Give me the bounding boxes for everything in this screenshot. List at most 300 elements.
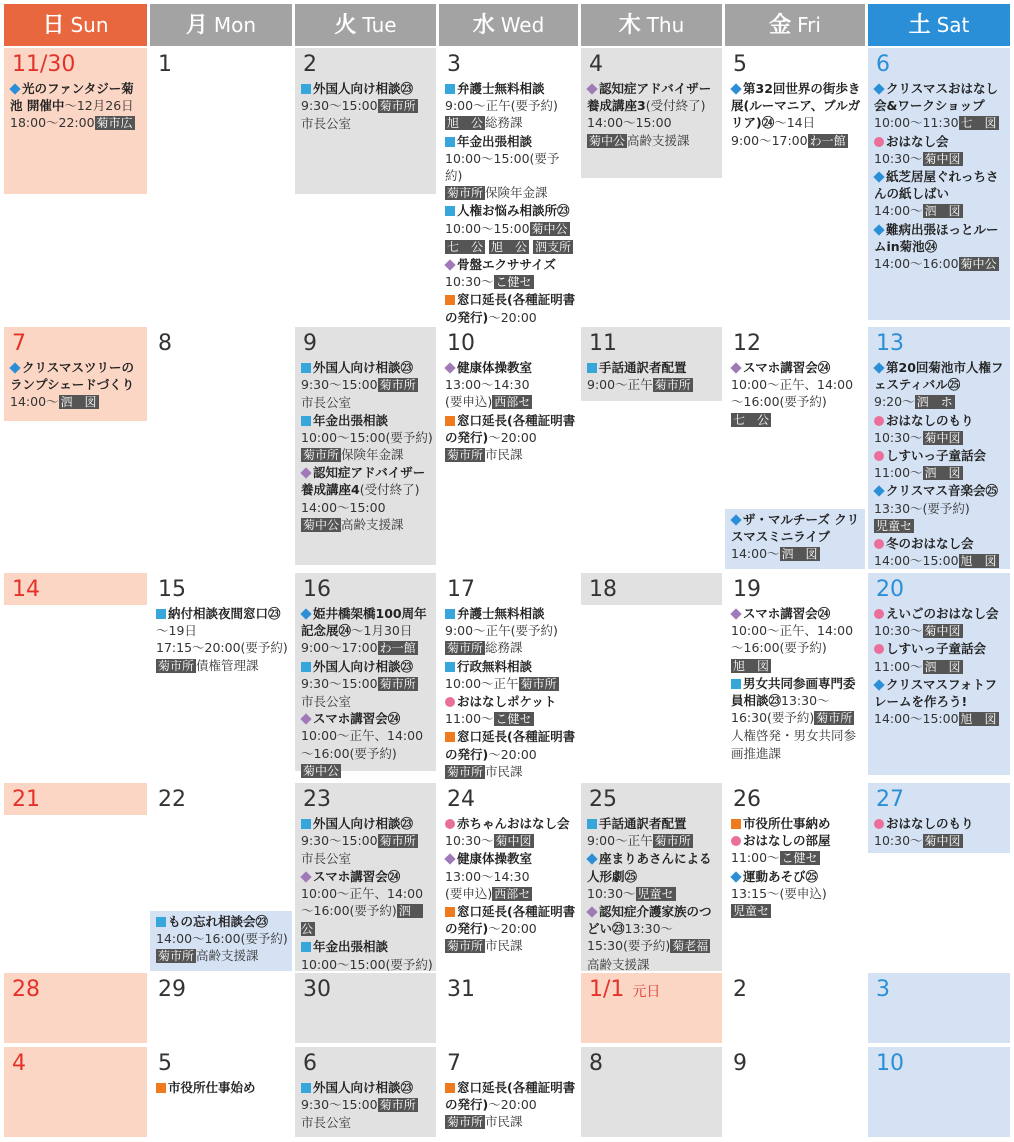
- category-marker-icon: [730, 362, 741, 373]
- category-marker-icon: [873, 83, 884, 94]
- event-detail: 9:00～17:00: [301, 640, 378, 656]
- day-number-text: 22: [158, 787, 186, 812]
- event-line: [874, 202, 1008, 220]
- day-number-text: 6: [303, 1051, 317, 1076]
- event-line: [874, 168, 1008, 202]
- venue-tag: 菊市所: [158, 949, 195, 964]
- event-line: [445, 359, 576, 376]
- event-detail: 10:00～15:00(要予約): [445, 150, 560, 184]
- venue-tag: 菊中図: [924, 624, 961, 639]
- day-number-text: 17: [447, 577, 475, 602]
- day-number-text: 4: [12, 1051, 26, 1076]
- event-department: 高齢支援課: [627, 132, 690, 148]
- day-number: [303, 976, 331, 1004]
- event-line: [874, 605, 1008, 622]
- category-marker-icon: [301, 363, 311, 373]
- category-marker-icon: [9, 83, 20, 94]
- event-title: 第32回世界の街歩き展(ルーマニア、ブルガリア)㉔: [731, 81, 861, 131]
- venue-tag: 菊市所: [520, 676, 557, 691]
- venue-tag: 菊市所: [379, 676, 416, 691]
- event-line: [445, 291, 576, 325]
- day-number-text: 3: [447, 52, 461, 77]
- event-list: [301, 815, 434, 971]
- event-title: スマホ講習会㉔: [743, 606, 831, 621]
- event-line: [301, 464, 434, 498]
- event-line: [445, 868, 576, 885]
- event-line: [874, 359, 1008, 393]
- event-title: ザ・マルチーズ クリスマスミニライブ: [731, 512, 860, 545]
- event-line: [731, 605, 863, 622]
- event-line: [445, 376, 576, 393]
- event-title: 年金出張相談: [313, 939, 389, 955]
- day-cell[interactable]: [868, 783, 1010, 971]
- event-detail: 10:00～正午、14:00～16:00(要予約): [731, 377, 854, 410]
- day-number-text: 2: [303, 52, 317, 77]
- venue-tag: 菊中公: [531, 221, 568, 236]
- event-line: [874, 832, 1008, 850]
- day-number-text: 27: [876, 787, 904, 812]
- day-cell[interactable]: [4, 1047, 147, 1141]
- category-marker-icon: [874, 644, 884, 654]
- weekday-english: Sat: [936, 13, 970, 37]
- day-cell[interactable]: [4, 973, 147, 1045]
- venue-tag: 泗 図: [924, 659, 961, 674]
- event-line: [587, 956, 720, 971]
- event-detail: 9:30～15:00: [301, 377, 378, 393]
- day-cell[interactable]: [868, 1047, 1010, 1141]
- venue-tag: 菊中公: [960, 257, 997, 272]
- day-cell[interactable]: [581, 573, 722, 781]
- event-detail: (受付終了): [359, 482, 420, 498]
- venue-tag: 菊中図: [924, 430, 961, 445]
- day-cell[interactable]: [439, 783, 578, 971]
- day-number: [158, 51, 172, 79]
- day-number: [876, 1050, 904, 1078]
- venue-tag: 西部セ: [494, 395, 531, 410]
- event-detail: 13:30～16:30(要予約): [731, 693, 830, 726]
- event-title: 窓口延長(各種証明書の発行): [445, 1080, 576, 1113]
- category-marker-icon: [301, 662, 311, 672]
- event-line: [445, 412, 576, 446]
- event-line: [731, 868, 863, 885]
- venue-tag: わ一館: [379, 641, 416, 656]
- weekday-english: Fri: [797, 13, 821, 37]
- day-cell[interactable]: [295, 783, 436, 971]
- day-number: [876, 330, 904, 358]
- event-title: 窓口延長(各種証明書の発行): [445, 412, 576, 445]
- day-cell[interactable]: [581, 783, 722, 971]
- day-cell[interactable]: [4, 783, 147, 971]
- event-list: [445, 80, 576, 326]
- day-cell[interactable]: [150, 48, 292, 326]
- event-line: [445, 850, 576, 867]
- event-line: [874, 710, 1008, 728]
- event-line: [731, 545, 863, 563]
- event-detail: 11:00～: [445, 711, 494, 727]
- event-line: [731, 727, 863, 761]
- day-cell[interactable]: [581, 48, 722, 326]
- venue-tag: 泗 図: [60, 395, 97, 410]
- venue-tag: 旭 公: [447, 116, 484, 131]
- event-title: しすいっ子童話会: [886, 448, 987, 464]
- day-number: [12, 786, 40, 814]
- venue-tag: 菊中公: [589, 133, 626, 148]
- event-title: クリスマス音楽会㉕: [886, 483, 999, 499]
- category-marker-icon: [445, 907, 455, 917]
- category-marker-icon: [874, 137, 884, 147]
- day-number: [447, 786, 475, 814]
- day-number-text: 7: [12, 331, 26, 356]
- event-detail: 10:00～15:00: [445, 220, 530, 236]
- day-cell[interactable]: [725, 573, 865, 781]
- weekday-kanji: 木: [618, 13, 641, 38]
- event-title: もの忘れ相談会㉓: [168, 914, 269, 929]
- weekday-header: [868, 4, 1010, 46]
- event-line: [445, 658, 576, 675]
- event-detail: 10:30～: [445, 274, 494, 290]
- event-line: [731, 132, 863, 150]
- event-detail: ～19日: [156, 623, 197, 639]
- event-list: [587, 815, 720, 971]
- venue-tag: 菊中図: [495, 834, 532, 849]
- event-detail: 9:00～正午(要予約): [445, 623, 558, 639]
- event-detail: 9:30～15:00: [301, 675, 378, 691]
- event-title: 認知症アドバイザー養成講座4: [301, 465, 426, 498]
- event-line: [156, 605, 290, 622]
- category-marker-icon: [445, 206, 455, 216]
- event-detail: 10:30～: [874, 623, 923, 639]
- day-number-text: 1: [158, 52, 172, 77]
- category-marker-icon: [445, 416, 455, 426]
- event-title: 市役所仕事始め: [168, 1080, 256, 1095]
- event-line: [156, 947, 290, 965]
- event-title: クリスマスおはなし会&ワークショップ: [874, 81, 999, 114]
- venue-tag: 旭 図: [960, 554, 997, 569]
- venue-tag: 泗 ホ: [916, 395, 953, 410]
- event-department: 高齢支援課: [196, 948, 259, 964]
- event-line: [156, 622, 290, 639]
- event-title: 人権お悩み相談所㉓: [457, 203, 570, 219]
- category-marker-icon: [445, 84, 455, 94]
- event-detail: 10:30～: [445, 833, 494, 849]
- day-cell[interactable]: [150, 573, 292, 781]
- day-cell[interactable]: [295, 327, 436, 571]
- day-cell[interactable]: [295, 1047, 436, 1141]
- venue-tag: 泗 公: [301, 904, 423, 937]
- day-cell[interactable]: [725, 783, 865, 971]
- event-department: 高齢支援課: [341, 516, 404, 532]
- event-detail: ～14日: [774, 115, 816, 131]
- category-marker-icon: [730, 608, 741, 619]
- event-title: 認知症アドバイザー養成講座3: [587, 81, 712, 114]
- weekday-english: Mon: [213, 13, 257, 37]
- day-number: [12, 576, 40, 604]
- event-detail: 10:00～正午、14:00～16:00(要予約): [301, 728, 424, 761]
- day-number-text: 19: [733, 577, 761, 602]
- day-cell[interactable]: [295, 573, 436, 781]
- event-line: [301, 832, 434, 850]
- day-cell[interactable]: [725, 973, 865, 1045]
- event-line: [301, 605, 434, 639]
- category-marker-icon: [731, 679, 741, 689]
- event-line: [301, 658, 434, 675]
- event-title: 納付相談夜間窓口㉓: [168, 606, 281, 621]
- event-line: [445, 97, 576, 114]
- event-list: [731, 80, 863, 150]
- venue-tag: 旭 公: [491, 239, 528, 254]
- event-detail: 10:30～: [587, 885, 636, 901]
- event-line: [731, 411, 863, 429]
- venue-tag: 菊市所: [816, 711, 853, 726]
- event-detail: 市長公室: [301, 116, 352, 132]
- day-cell[interactable]: [295, 48, 436, 326]
- event-line: [301, 376, 434, 394]
- venue-tag: 七 図: [960, 116, 997, 131]
- category-marker-icon: [873, 362, 884, 373]
- event-line: [301, 516, 434, 534]
- event-line: [156, 639, 290, 656]
- event-list: [445, 359, 576, 464]
- day-number-text: 8: [158, 331, 172, 356]
- event-line: [874, 412, 1008, 429]
- event-title: 座まりあさんによる人形劇㉕: [587, 851, 712, 884]
- day-number-text: 31: [447, 977, 475, 1002]
- event-line: [156, 913, 290, 930]
- day-cell[interactable]: [868, 327, 1010, 571]
- venue-tag: 菊市所: [379, 834, 416, 849]
- category-marker-icon: [156, 1083, 166, 1093]
- day-number: [158, 786, 186, 814]
- day-number: [876, 786, 904, 814]
- event-line: [731, 80, 863, 132]
- event-line: [731, 885, 863, 902]
- venue-tag: 旭 図: [733, 658, 770, 673]
- day-number-text: 21: [12, 787, 40, 812]
- venue-tag: こ健セ: [495, 275, 532, 290]
- event-line: [731, 832, 863, 849]
- venue-tag: 菊市所: [379, 1098, 416, 1113]
- event-line: [874, 622, 1008, 640]
- weekday-header: [150, 4, 292, 46]
- event-department: 総務課: [485, 115, 523, 131]
- event-title: えいごのおはなし会: [886, 606, 999, 621]
- event-detail: 10:00～正午、14:00～16:00(要予約): [301, 885, 424, 919]
- event-line: [445, 693, 576, 710]
- day-cell[interactable]: [581, 1047, 722, 1141]
- event-department: 債権管理課: [196, 657, 259, 673]
- day-cell[interactable]: [439, 327, 578, 571]
- weekday-kanji: 月: [185, 13, 208, 38]
- day-cell[interactable]: [725, 48, 865, 326]
- category-marker-icon: [731, 819, 741, 829]
- event-title: 外国人向け相談㉓: [313, 816, 414, 831]
- venue-tag: 泗 図: [924, 466, 961, 481]
- category-marker-icon: [300, 468, 311, 479]
- event-line: [731, 622, 863, 656]
- day-number: [876, 976, 890, 1004]
- event-title: 姫井橋架橋100周年記念展㉔: [301, 606, 427, 639]
- event-department: 市民課: [485, 447, 523, 463]
- day-cell[interactable]: [725, 1047, 865, 1141]
- day-number: [158, 976, 186, 1004]
- event-detail: 10:00～15:00(要予約): [301, 956, 433, 971]
- event-title: おはなしのもり: [886, 412, 974, 428]
- day-cell[interactable]: [295, 973, 436, 1045]
- event-title: 市役所仕事納め: [743, 816, 831, 831]
- day-cell[interactable]: [439, 573, 578, 781]
- event-line: [874, 640, 1008, 657]
- event-detail: 10:30～: [874, 150, 923, 166]
- day-number: [12, 1050, 26, 1078]
- weekday-header: [295, 4, 436, 46]
- event-title: 光のファンタジー菊池 開催中: [10, 81, 134, 114]
- day-number-text: 9: [733, 1051, 747, 1076]
- event-list: [445, 815, 576, 956]
- event-line: [731, 815, 863, 832]
- event-list: [874, 80, 1008, 273]
- event-list: [301, 605, 434, 780]
- event-title: 外国人向け相談㉓: [313, 658, 414, 674]
- venue-tag: 菊市所: [447, 186, 484, 201]
- event-title: 第20回菊池市人権フェスティバル㉕: [874, 360, 1004, 393]
- event-title: 手話通訳者配置: [599, 360, 687, 375]
- event-line: [587, 850, 720, 884]
- day-number: [589, 1050, 603, 1078]
- event-title: 行政無料相談: [457, 658, 533, 674]
- event-department: 市民課: [485, 1114, 523, 1130]
- event-detail: 9:30～15:00: [301, 1097, 378, 1113]
- category-marker-icon: [587, 819, 597, 829]
- day-cell[interactable]: [439, 1047, 578, 1141]
- event-detail: 13:30～(要予約): [874, 500, 970, 516]
- venue-tag: 菊市所: [303, 448, 340, 463]
- event-detail: 人権啓発・男女共同参画推進課: [731, 728, 857, 761]
- day-number: [12, 330, 26, 358]
- weekday-kanji: 土: [908, 13, 931, 38]
- day-cell[interactable]: [868, 573, 1010, 781]
- day-number-text: 30: [303, 977, 331, 1002]
- day-cell[interactable]: [150, 327, 292, 571]
- category-marker-icon: [874, 539, 884, 549]
- event-line: [301, 938, 434, 955]
- day-cell[interactable]: [868, 973, 1010, 1045]
- event-list: [301, 359, 434, 534]
- day-number: [303, 576, 331, 604]
- event-line: [445, 728, 576, 762]
- event-line: [445, 184, 576, 202]
- event-list: [301, 1079, 434, 1132]
- event-detail: 9:30～15:00: [301, 98, 378, 114]
- category-marker-icon: [874, 609, 884, 619]
- day-number-text: 3: [876, 977, 890, 1002]
- category-marker-icon: [873, 679, 884, 690]
- event-line: [445, 639, 576, 657]
- event-title: 認知症介護家族のつどい㉓: [587, 904, 712, 937]
- event-title: 骨盤エクササイズ: [457, 257, 557, 273]
- event-line: [587, 885, 720, 903]
- weekday-english: Sun: [70, 13, 109, 37]
- day-number-text: 4: [589, 52, 603, 77]
- event-list: [731, 815, 863, 920]
- event-title: おはなしのもり: [886, 816, 974, 831]
- day-number-text: 2: [733, 977, 747, 1002]
- event-detail: 17:15～20:00(要予約): [156, 640, 288, 656]
- venue-tag: 旭 図: [960, 712, 997, 727]
- event-list: [156, 605, 290, 675]
- event-detail: 14:00～16:00(要予約): [156, 931, 288, 947]
- day-cell[interactable]: [4, 327, 147, 571]
- day-cell[interactable]: [725, 327, 865, 571]
- day-number-text: 26: [733, 787, 761, 812]
- day-number: [303, 1050, 317, 1078]
- event-line: [445, 763, 576, 781]
- weekday-english: Wed: [500, 13, 545, 37]
- day-cell[interactable]: [150, 973, 292, 1045]
- venue-tag: 菊中公: [303, 517, 340, 532]
- venue-tag: 菊市所: [447, 448, 484, 463]
- event-detail: 10:00～11:30: [874, 115, 959, 131]
- venue-tag: 泗 図: [924, 204, 961, 219]
- event-line: [445, 220, 576, 238]
- day-cell[interactable]: [868, 48, 1010, 326]
- day-cell[interactable]: [581, 973, 722, 1045]
- day-cell[interactable]: [4, 48, 147, 326]
- event-line: [445, 133, 576, 150]
- event-detail: 18:00～22:00: [10, 115, 95, 131]
- event-detail: 9:00～17:00: [731, 132, 808, 148]
- event-detail: 14:00～15:00: [874, 711, 959, 727]
- day-number: [733, 1050, 747, 1078]
- day-cell[interactable]: [150, 1047, 292, 1141]
- day-cell[interactable]: [439, 973, 578, 1045]
- day-number-text: 11: [589, 331, 617, 356]
- category-marker-icon: [874, 451, 884, 461]
- weekday-header: [581, 4, 722, 46]
- event-line: [445, 446, 576, 464]
- event-list: [156, 913, 290, 966]
- day-number-text: 13: [876, 331, 904, 356]
- day-cell[interactable]: [4, 573, 147, 781]
- event-line: [301, 412, 434, 429]
- weekday-english: Tue: [362, 13, 397, 37]
- event-detail: 9:00～正午: [587, 377, 653, 393]
- event-list: [156, 1079, 290, 1096]
- venue-tag: 七 公: [447, 239, 484, 254]
- venue-tag: 菊市所: [447, 641, 484, 656]
- event-line: [445, 393, 576, 411]
- event-line: [731, 376, 863, 410]
- day-number-text: 18: [589, 577, 617, 602]
- event-line: [301, 675, 434, 693]
- event-detail: 13:30～15:30(要予約): [587, 921, 674, 954]
- day-cell[interactable]: [581, 327, 722, 571]
- event-detail: 13:00～14:30: [445, 868, 530, 884]
- event-detail: 14:00～15:00: [301, 499, 386, 515]
- day-number: [447, 1050, 461, 1078]
- category-marker-icon: [874, 416, 884, 426]
- day-cell[interactable]: [439, 48, 578, 326]
- event-line: [445, 150, 576, 184]
- day-number: [733, 576, 761, 604]
- event-list: [731, 511, 863, 564]
- event-line: [445, 1079, 576, 1113]
- day-cell[interactable]: [150, 783, 292, 971]
- event-detail: 14:00～: [874, 203, 923, 219]
- category-marker-icon: [587, 363, 597, 373]
- event-line: [301, 727, 434, 761]
- venue-tag: 泗支所: [535, 239, 572, 254]
- venue-tag: 菊市所: [158, 658, 195, 673]
